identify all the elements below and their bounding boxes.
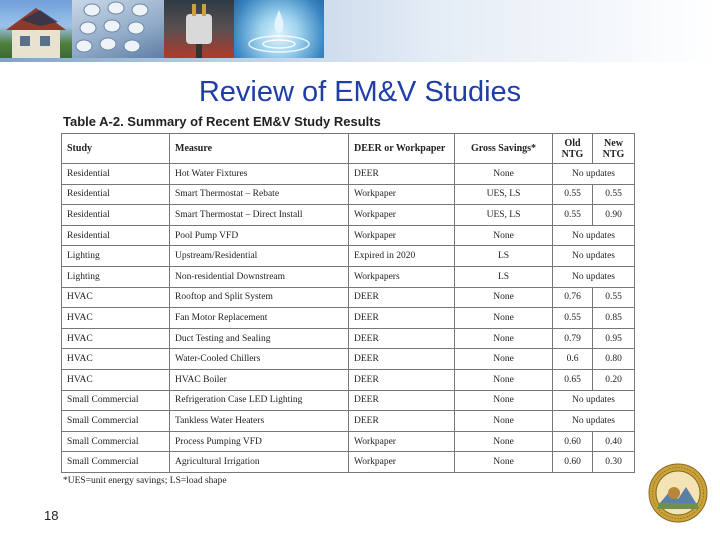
col-header-measure: Measure [170, 134, 349, 164]
cell-gross-savings: LS [455, 246, 553, 267]
cell-study: Lighting [62, 266, 170, 287]
cell-ntg-merged: No updates [553, 411, 635, 432]
cell-deer: Workpapers [349, 266, 455, 287]
cell-measure: Pool Pump VFD [170, 225, 349, 246]
table-row [62, 164, 635, 185]
cell-measure: Smart Thermostat – Direct Install [170, 205, 349, 226]
cell-new-ntg: 0.80 [593, 349, 635, 370]
cell-gross-savings: None [455, 308, 553, 329]
cell-deer: Workpaper [349, 184, 455, 205]
cell-measure: Upstream/Residential [170, 246, 349, 267]
power-plug-photo [164, 0, 234, 58]
cell-ntg-merged: No updates [553, 164, 635, 185]
cell-gross-savings: UES, LS [455, 184, 553, 205]
cell-new-ntg: 0.20 [593, 369, 635, 390]
table-row [62, 225, 635, 246]
cell-study: HVAC [62, 287, 170, 308]
table-row [62, 431, 635, 452]
cell-study: Residential [62, 205, 170, 226]
cell-study: Residential [62, 164, 170, 185]
results-table-container [61, 114, 641, 486]
cell-ntg-merged: No updates [553, 225, 635, 246]
cell-measure: Fan Motor Replacement [170, 308, 349, 329]
cell-gross-savings: None [455, 390, 553, 411]
cell-old-ntg: 0.76 [553, 287, 593, 308]
cell-measure: Rooftop and Split System [170, 287, 349, 308]
cell-new-ntg: 0.95 [593, 328, 635, 349]
cell-measure: Agricultural Irrigation [170, 452, 349, 473]
cell-gross-savings: None [455, 287, 553, 308]
cell-gross-savings: None [455, 452, 553, 473]
cell-gross-savings: UES, LS [455, 205, 553, 226]
cell-deer: Workpaper [349, 225, 455, 246]
cell-deer: Expired in 2020 [349, 246, 455, 267]
table-footnote: *UES=unit energy savings; LS=load shape [63, 475, 227, 486]
cell-measure: Duct Testing and Sealing [170, 328, 349, 349]
table-row [62, 205, 635, 226]
cell-old-ntg: 0.60 [553, 431, 593, 452]
cell-old-ntg: 0.65 [553, 369, 593, 390]
table-row [62, 246, 635, 267]
cell-study: Residential [62, 225, 170, 246]
cell-deer: DEER [349, 411, 455, 432]
page-number: 18 [44, 508, 59, 523]
table-row [62, 184, 635, 205]
cell-deer: DEER [349, 164, 455, 185]
cell-deer: Workpaper [349, 431, 455, 452]
table-row [62, 369, 635, 390]
table-caption: Table A-2. Summary of Recent EM&V Study Results [63, 114, 381, 129]
water-drop-photo [234, 0, 324, 58]
cell-deer: Workpaper [349, 452, 455, 473]
cell-measure: Hot Water Fixtures [170, 164, 349, 185]
cell-new-ntg: 0.30 [593, 452, 635, 473]
cell-ntg-merged: No updates [553, 390, 635, 411]
cell-deer: DEER [349, 308, 455, 329]
col-header-new-ntg: New NTG [593, 134, 635, 164]
table-row [62, 411, 635, 432]
table-header-row [62, 134, 635, 164]
cell-old-ntg: 0.79 [553, 328, 593, 349]
table-row [62, 287, 635, 308]
cell-old-ntg: 0.55 [553, 205, 593, 226]
cell-measure: Non-residential Downstream [170, 266, 349, 287]
cell-measure: HVAC Boiler [170, 369, 349, 390]
cell-gross-savings: None [455, 328, 553, 349]
cell-gross-savings: None [455, 369, 553, 390]
state-seal-icon [648, 463, 708, 523]
table-row [62, 390, 635, 411]
cell-gross-savings: None [455, 431, 553, 452]
cell-new-ntg: 0.90 [593, 205, 635, 226]
phone-keypad-photo [72, 0, 164, 58]
cell-deer: DEER [349, 328, 455, 349]
cell-gross-savings: None [455, 411, 553, 432]
cell-measure: Tankless Water Heaters [170, 411, 349, 432]
col-header-gross-savings: Gross Savings* [455, 134, 553, 164]
table-row [62, 308, 635, 329]
cell-new-ntg: 0.85 [593, 308, 635, 329]
cell-deer: Workpaper [349, 205, 455, 226]
cell-study: Residential [62, 184, 170, 205]
cell-measure: Smart Thermostat – Rebate [170, 184, 349, 205]
col-header-deer-or-workpaper: DEER or Workpaper [349, 134, 455, 164]
cell-study: Small Commercial [62, 411, 170, 432]
cell-study: HVAC [62, 349, 170, 370]
house-photo [0, 0, 72, 58]
cell-old-ntg: 0.60 [553, 452, 593, 473]
cell-ntg-merged: No updates [553, 246, 635, 267]
cell-gross-savings: None [455, 225, 553, 246]
cell-gross-savings: None [455, 164, 553, 185]
cell-study: Small Commercial [62, 452, 170, 473]
cell-measure: Water-Cooled Chillers [170, 349, 349, 370]
cell-deer: DEER [349, 390, 455, 411]
table-row [62, 349, 635, 370]
cell-study: Small Commercial [62, 390, 170, 411]
cell-study: HVAC [62, 369, 170, 390]
table-body [62, 164, 635, 473]
table-row [62, 328, 635, 349]
col-header-study: Study [62, 134, 170, 164]
cell-study: Lighting [62, 246, 170, 267]
cell-old-ntg: 0.55 [553, 308, 593, 329]
cell-old-ntg: 0.6 [553, 349, 593, 370]
cell-old-ntg: 0.55 [553, 184, 593, 205]
cell-ntg-merged: No updates [553, 266, 635, 287]
cell-deer: DEER [349, 349, 455, 370]
cell-study: HVAC [62, 328, 170, 349]
cell-gross-savings: LS [455, 266, 553, 287]
cell-study: HVAC [62, 308, 170, 329]
cell-deer: DEER [349, 287, 455, 308]
cell-measure: Process Pumping VFD [170, 431, 349, 452]
cell-measure: Refrigeration Case LED Lighting [170, 390, 349, 411]
table-row [62, 452, 635, 473]
cell-gross-savings: None [455, 349, 553, 370]
col-header-old-ntg: Old NTG [553, 134, 593, 164]
slide-title: Review of EM&V Studies [198, 76, 522, 108]
cell-new-ntg: 0.55 [593, 184, 635, 205]
table-row [62, 266, 635, 287]
cell-deer: DEER [349, 369, 455, 390]
cell-new-ntg: 0.40 [593, 431, 635, 452]
cell-study: Small Commercial [62, 431, 170, 452]
header-banner [0, 0, 720, 62]
cell-new-ntg: 0.55 [593, 287, 635, 308]
em-v-results-table [61, 133, 635, 473]
